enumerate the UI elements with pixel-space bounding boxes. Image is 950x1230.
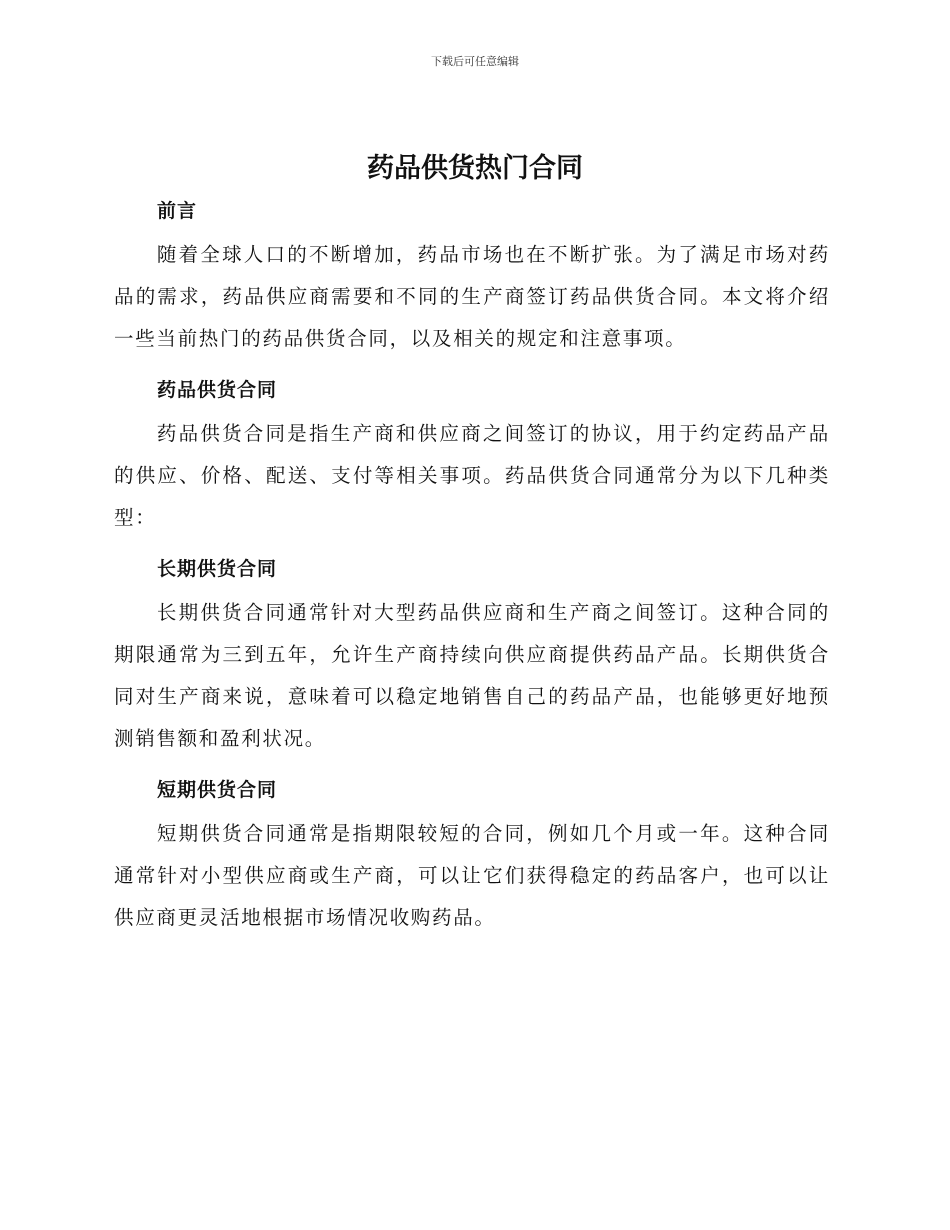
- section-paragraph-long-term-contract: 长期供货合同通常针对大型药品供应商和生产商之间签订。这种合同的期限通常为三到五年，允许生产商持续向供应商提供药品产品。长期供货合同对生产商来说，意味着可以稳定地销售自己的药品产品，也能够更好地预测销售额和盈利状况。: [114, 601, 830, 750]
- section-paragraph-preface: 随着全球人口的不断增加，药品市场也在不断扩张。为了满足市场对药品的需求，药品供应商需要和不同的生产商签订药品供货合同。本文将介绍一些当前热门的药品供货合同，以及相关的规定和注意事项。: [114, 243, 830, 350]
- document-body: [114, 194, 830, 939]
- section-paragraph-short-term-contract: 短期供货合同通常是指期限较短的合同，例如几个月或一年。这种合同通常针对小型供应商或生产商，可以让它们获得稳定的药品客户，也可以让供应商更灵活地根据市场情况收购药品。: [114, 822, 830, 929]
- section-heading-short-term-contract: 短期供货合同: [157, 779, 278, 801]
- section-heading-long-term-contract: 长期供货合同: [157, 558, 278, 580]
- header-note: 下载后可任意编辑: [431, 55, 519, 68]
- section-heading-supply-contract: 药品供货合同: [157, 379, 278, 401]
- document-title: 药品供货热门合同: [367, 153, 583, 184]
- section-paragraph-supply-contract: 药品供货合同是指生产商和供应商之间签订的协议，用于约定药品产品的供应、价格、配送、支付等相关事项。药品供货合同通常分为以下几种类型：: [114, 422, 830, 529]
- section-heading-preface: 前言: [157, 200, 198, 222]
